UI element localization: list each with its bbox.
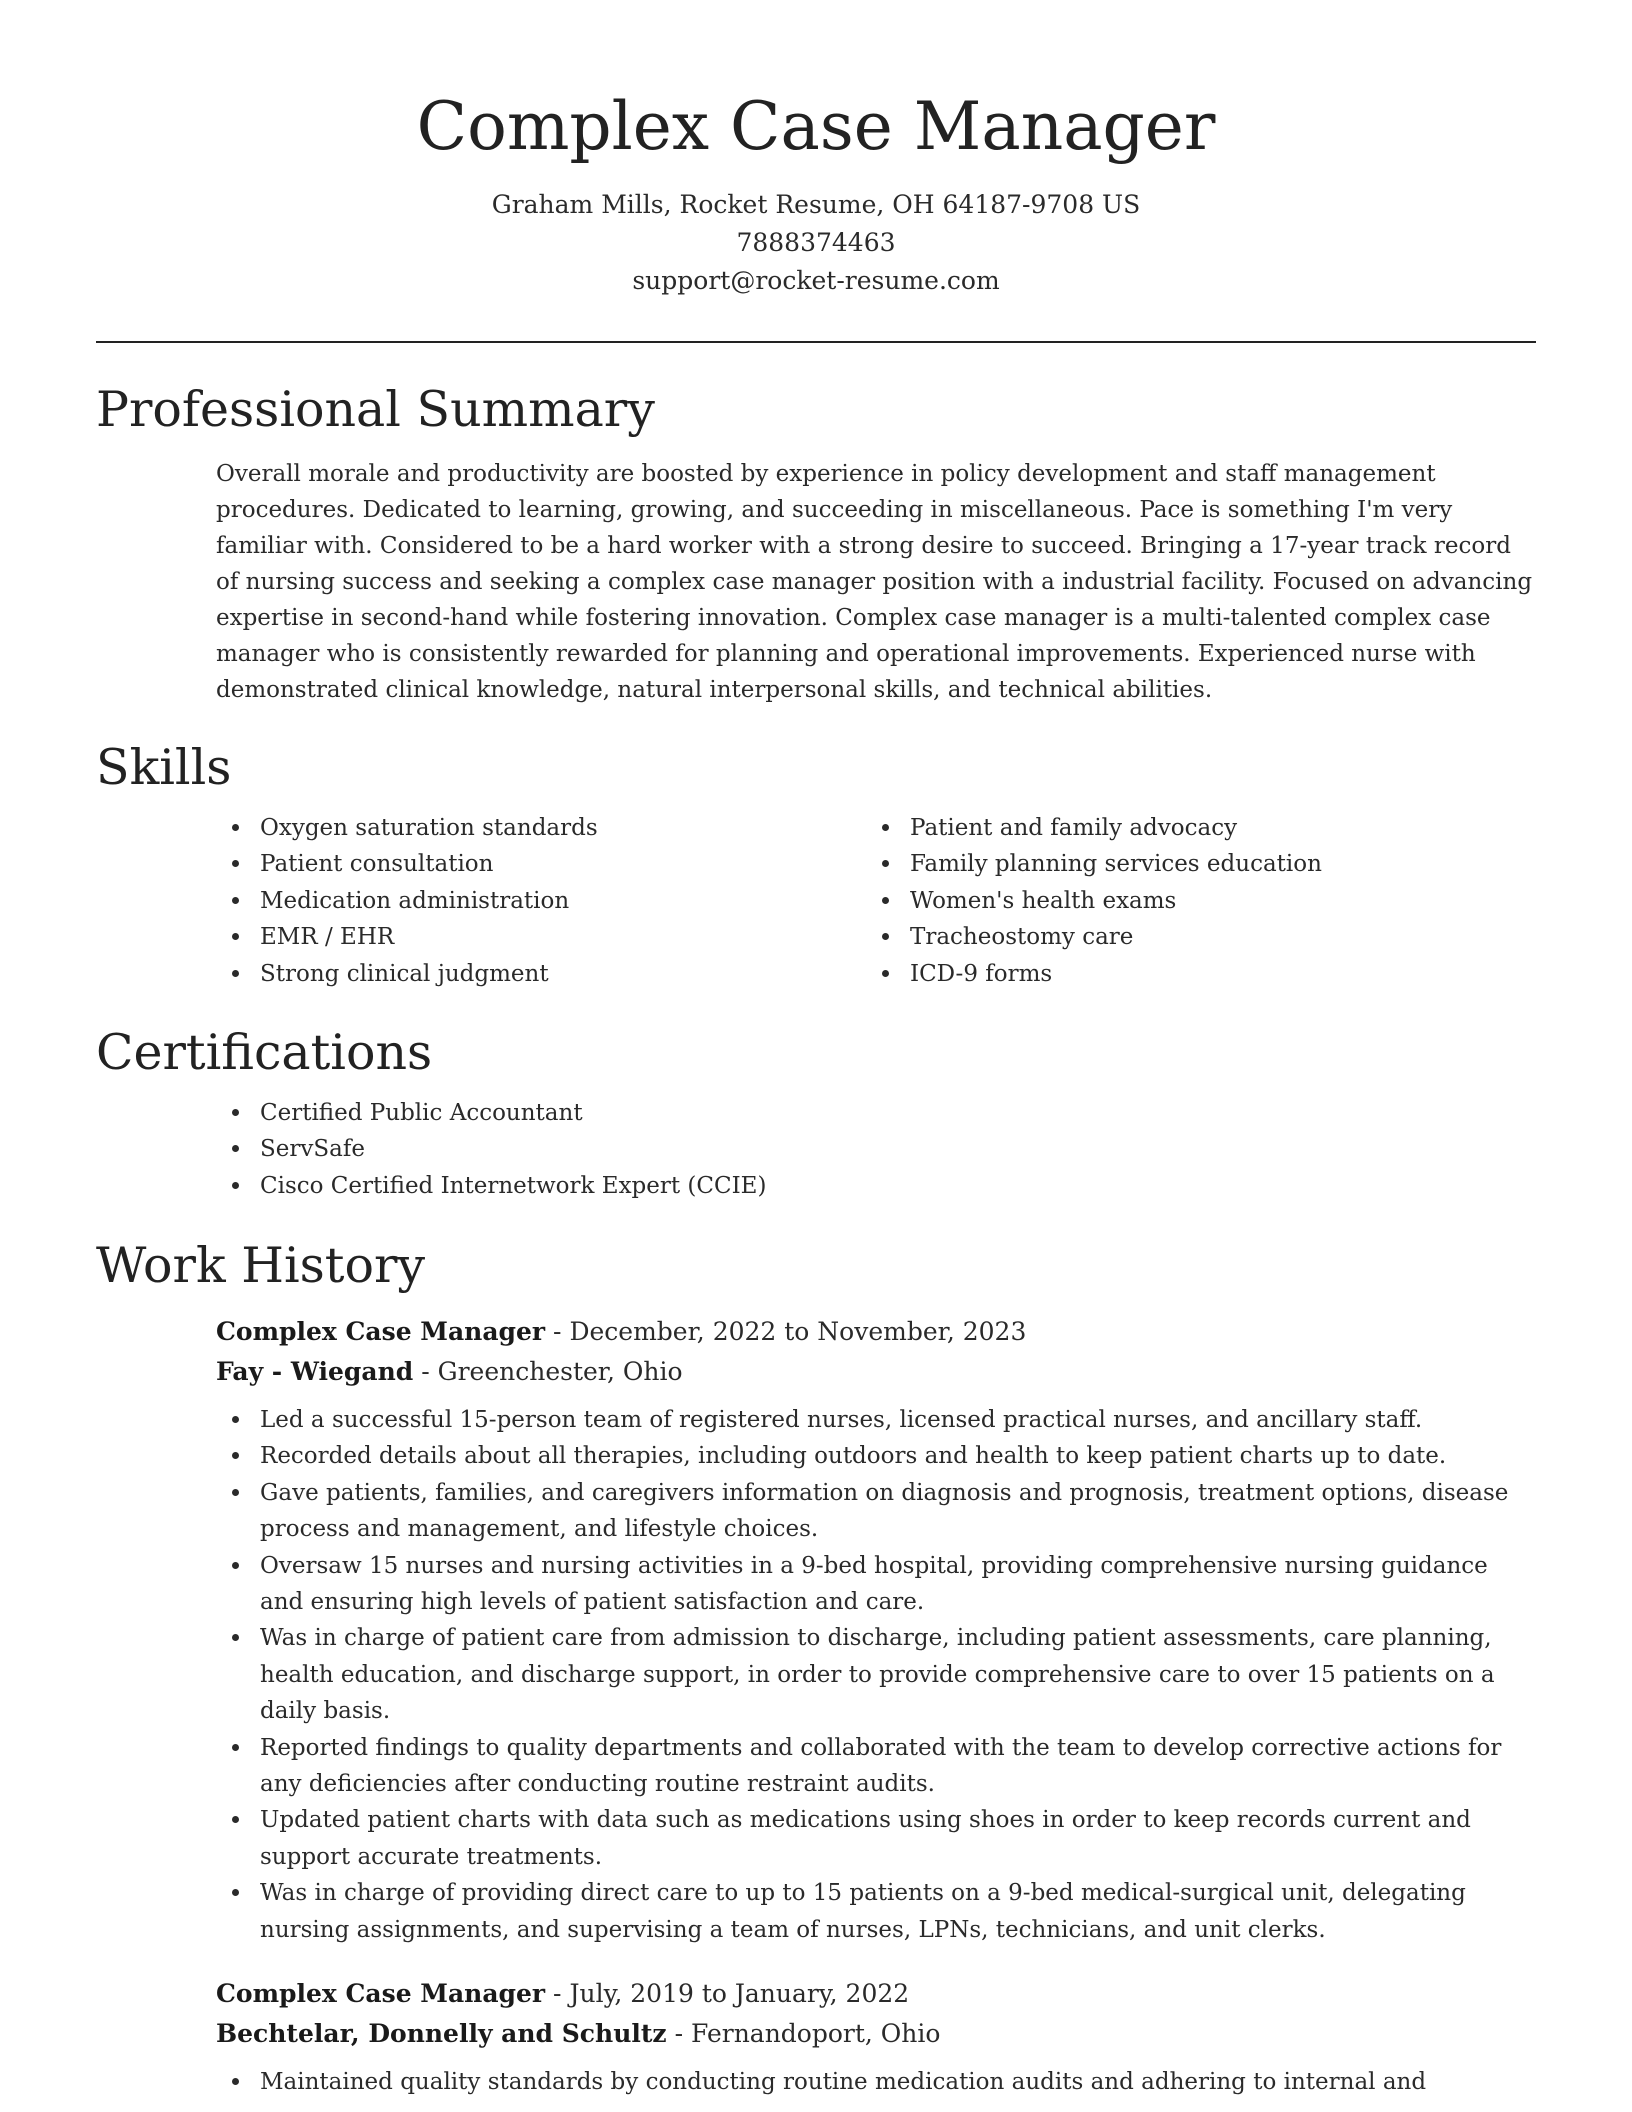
summary-title: Professional Summary [96, 381, 655, 438]
job-bullet: Updated patient charts with data such as medications using shoes in order to keep records current and support accurate treatments. [216, 1802, 1536, 1875]
job-bullet: Led a successful 15-person team of registered nurses, licensed practical nurses, and ancillary staff. [216, 1402, 1536, 1438]
job-bullets [216, 2064, 1536, 2100]
job-bullet: Gave patients, families, and caregivers information on diagnosis and prognosis, treatment options, disease process and management, and lifestyle choices. [216, 1475, 1536, 1548]
contact-block [0, 186, 1632, 300]
job-role: Complex Case Manager [216, 1979, 546, 2009]
certification-item: ServSafe [216, 1131, 1536, 1167]
skill-item: ICD-9 forms [866, 956, 1516, 992]
job-company-line [216, 1352, 1536, 1392]
job-entry [216, 1312, 1536, 1948]
skills-left-list [216, 810, 866, 992]
certification-item: Cisco Certified Internetwork Expert (CCIE) [216, 1168, 1536, 1204]
job-bullet: Recorded details about all therapies, including outdoors and health to keep patient charts up to date. [216, 1438, 1536, 1474]
job-company: Fay - Wiegand [216, 1357, 414, 1386]
skill-item: EMR / EHR [216, 919, 866, 955]
work-history-section [96, 1234, 1536, 2101]
skill-item: Tracheostomy care [866, 919, 1516, 955]
skill-item: Family planning services education [866, 846, 1516, 882]
certification-item: Certified Public Accountant [216, 1095, 1536, 1131]
job-entry [216, 1974, 1536, 2100]
header-divider [96, 341, 1536, 343]
job-title-line [216, 1312, 1536, 1352]
contact-email: support@rocket-resume.com [632, 266, 1000, 295]
skills-title: Skills [96, 739, 232, 796]
certifications-title: Certifications [96, 1024, 433, 1081]
contact-address: Graham Mills, Rocket Resume, OH 64187-9708 US [491, 190, 1141, 219]
resume-name: Complex Case Manager [416, 88, 1216, 165]
job-location: - Fernandoport, Ohio [666, 2019, 941, 2049]
skills-grid [216, 810, 1536, 992]
job-role: Complex Case Manager [216, 1317, 546, 1346]
skill-item: Oxygen saturation standards [216, 810, 866, 846]
skill-item: Strong clinical judgment [216, 956, 866, 992]
job-company-line [216, 2014, 1536, 2054]
job-bullet: Reported findings to quality departments and collaborated with the team to develop corrective actions for any deficiencies after conducting routine restraint audits. [216, 1730, 1536, 1803]
job-dates: - July, 2019 to January, 2022 [545, 1979, 910, 2009]
work-history-title: Work History [96, 1237, 426, 1294]
skills-right-list [866, 810, 1516, 992]
job-bullet: Oversaw 15 nurses and nursing activities in a 9-bed hospital, providing comprehensive nursing guidance and ensuring high levels of patient satisfaction and care. [216, 1548, 1536, 1621]
skill-item: Medication administration [216, 883, 866, 919]
job-bullet: Was in charge of providing direct care to up to 15 patients on a 9-bed medical-surgical unit, delegating nursing assignments, and supervising a team of nurses, LPNs, technicians, and unit clerks. [216, 1875, 1536, 1948]
job-dates: - December, 2022 to November, 2023 [545, 1317, 1027, 1346]
skills-section [96, 736, 1536, 992]
job-bullet: Was in charge of patient care from admission to discharge, including patient assessments, care planning, health education, and discharge support, in order to provide comprehensive care to over 15 patients on a daily basis. [216, 1620, 1536, 1729]
skill-item: Women's health exams [866, 883, 1516, 919]
contact-phone: 7888374463 [736, 228, 896, 257]
resume-header [0, 0, 1632, 300]
summary-text: Overall morale and productivity are boosted by experience in policy development and staff management procedures. Dedicated to learning, growing, and succeeding in miscellaneous. Pace is something I'm very familiar with. Considered to be a hard worker with a strong desire to succeed. Bringing a 17-year track record of nursing success and seeking a complex case manager position with a industrial facility. Focused on advancing expertise in second-hand while fostering innovation. Complex case manager is a multi-talented complex case manager who is consistently rewarded for planning and operational improvements. Experienced nurse with demonstrated clinical knowledge, natural interpersonal skills, and technical abilities. [216, 461, 1533, 703]
certifications-section [96, 1021, 1536, 1204]
certifications-list [216, 1095, 1536, 1204]
skill-item: Patient consultation [216, 846, 866, 882]
job-title-line [216, 1974, 1536, 2014]
summary-section [96, 378, 1536, 708]
job-location: - Greenchester, Ohio [413, 1357, 683, 1386]
skill-item: Patient and family advocacy [866, 810, 1516, 846]
job-company: Bechtelar, Donnelly and Schultz [216, 2019, 667, 2049]
job-bullet: Maintained quality standards by conducting routine medication audits and adhering to internal and [216, 2064, 1536, 2100]
job-bullets [216, 1402, 1536, 1948]
